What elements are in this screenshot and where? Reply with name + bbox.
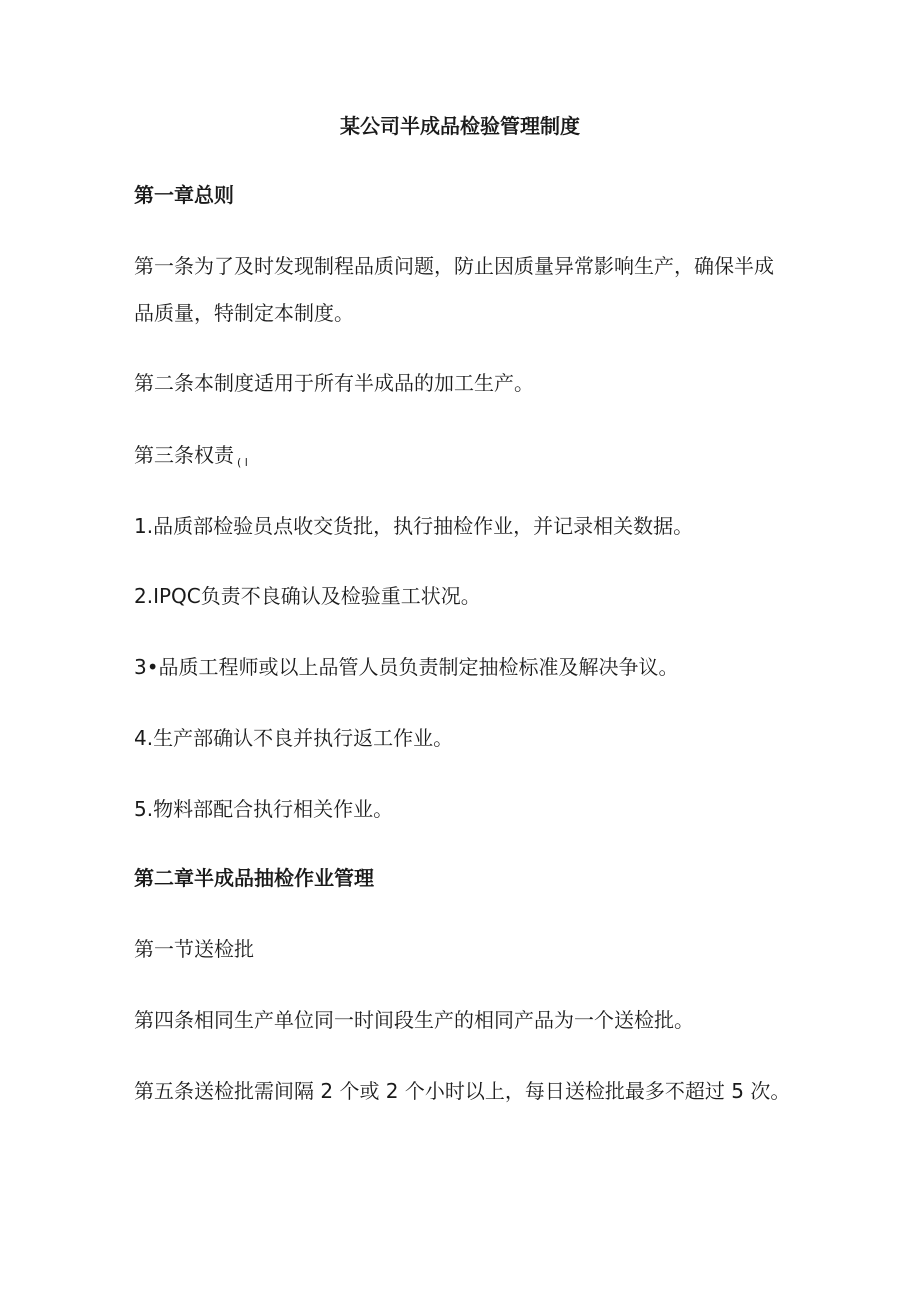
list-item-1: 1.品质部检验员点收交货批，执行抽检作业，并记录相关数据。 xyxy=(134,514,694,538)
article-3-mark: ( l xyxy=(237,456,248,469)
article-5: 第五条送检批需间隔 2 个或 2 个小时以上，每日送检批最多不超过 5 次。 xyxy=(134,1079,791,1103)
document-title: 某公司半成品检验管理制度 xyxy=(340,114,580,138)
article-1-line-1: 第一条为了及时发现制程品质问题，防止因质量异常影响生产，确保半成 xyxy=(134,254,774,278)
article-2: 第二条本制度适用于所有半成品的加工生产。 xyxy=(134,371,534,395)
article-3 xyxy=(134,441,248,477)
list-item-3: 3•品质工程师或以上品管人员负责制定抽检标准及解决争议。 xyxy=(134,655,679,679)
article-4: 第四条相同生产单位同一时间段生产的相同产品为一个送检批。 xyxy=(134,1008,694,1032)
list-item-2: 2.IPQC负责不良确认及检验重工状况。 xyxy=(134,584,481,608)
list-item-4: 4.生产部确认不良并执行返工作业。 xyxy=(134,726,454,750)
chapter-2-heading: 第二章半成品抽检作业管理 xyxy=(134,866,374,890)
section-1-heading: 第一节送检批 xyxy=(134,937,254,961)
list-item-5: 5.物料部配合执行相关作业。 xyxy=(134,797,394,821)
chapter-1-heading: 第一章总则 xyxy=(134,183,234,207)
article-1-line-2: 品质量，特制定本制度。 xyxy=(134,301,354,325)
article-3-text: 第三条权责 xyxy=(134,443,234,467)
